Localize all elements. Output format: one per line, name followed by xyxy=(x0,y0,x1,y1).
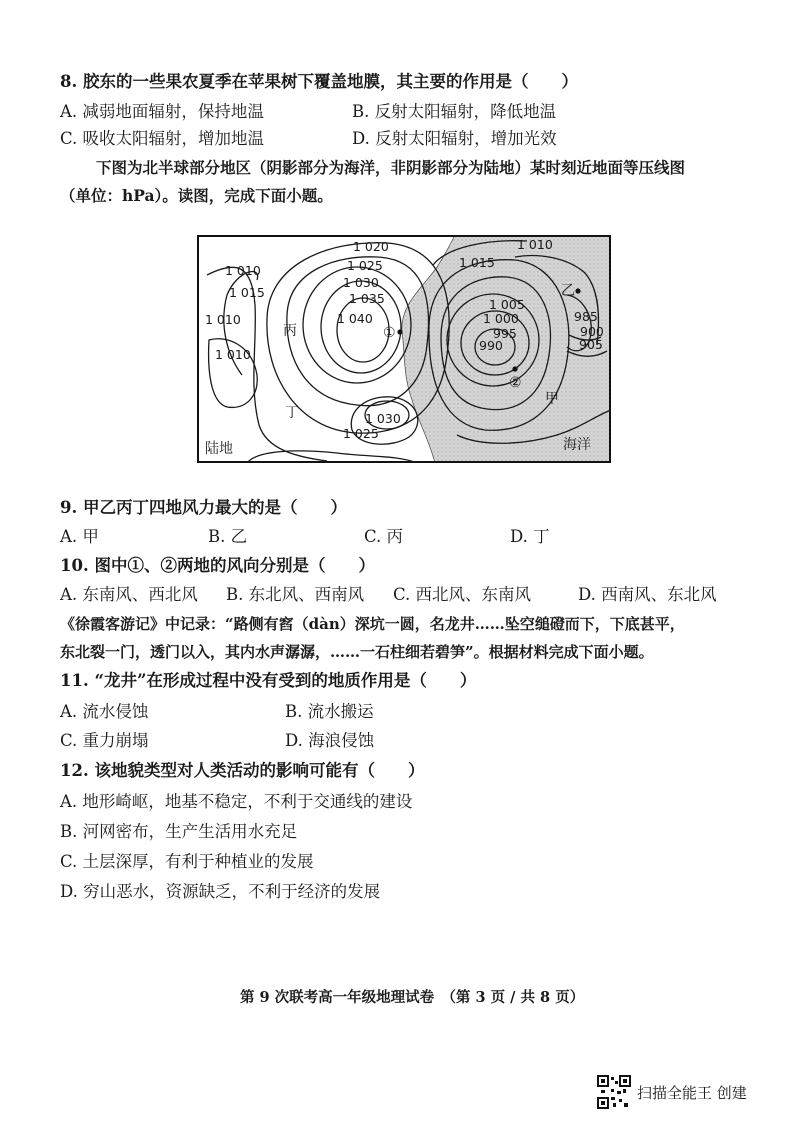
label-1030-small: 1 030 xyxy=(365,411,401,426)
scanner-watermark xyxy=(597,1075,747,1109)
q9-option-d: D. 丁 xyxy=(510,527,550,546)
q12-stem: 12. 该地貌类型对人类活动的影响可能有（ ） xyxy=(60,761,425,780)
qr-code-icon xyxy=(597,1075,631,1109)
q11-option-a: A. 流水侵蚀 xyxy=(60,702,149,721)
q10-option-b: B. 东北风、西南风 xyxy=(226,585,365,604)
label-1005: 1 005 xyxy=(489,297,525,312)
label-1010-east: 1 010 xyxy=(517,237,553,252)
q12-option-b: B. 河网密布，生产生活用水充足 xyxy=(60,822,298,841)
label-985: 985 xyxy=(574,309,598,324)
label-1000: 1 000 xyxy=(483,311,519,326)
q12-option-d: D. 穷山恶水，资源缺乏，不利于经济的发展 xyxy=(60,882,381,901)
q10-stem: 10. 图中①、②两地的风向分别是（ ） xyxy=(60,556,375,575)
label-900: 900 xyxy=(580,324,604,339)
label-990: 990 xyxy=(479,338,503,353)
label-1010-d: 1 010 xyxy=(215,347,251,362)
label-995: 995 xyxy=(493,326,517,341)
q11-option-d: D. 海浪侵蚀 xyxy=(285,731,375,750)
label-1010-a: 1 010 xyxy=(225,263,261,278)
q9-option-a: A. 甲 xyxy=(60,527,99,546)
q8-option-b: B. 反射太阳辐射，降低地温 xyxy=(352,102,557,121)
q10-option-a: A. 东南风、西北风 xyxy=(60,585,198,604)
label-1030: 1 030 xyxy=(343,275,379,290)
label-1010-c: 1 010 xyxy=(205,312,241,327)
place-jia: 甲 xyxy=(545,391,559,407)
point-yi-dot xyxy=(575,288,580,293)
isobar-1040 xyxy=(337,298,389,362)
q11-stem: 11. “龙井”在形成过程中没有受到的地质作用是（ ） xyxy=(60,671,477,690)
place-bing: 丙 xyxy=(283,323,297,339)
intro-map-line1: 下图为北半球部分地区（阴影部分为海洋，非阴影部分为陆地）某时刻近地面等压线图 xyxy=(96,158,686,177)
intro-xu-line1: 《徐霞客游记》中记录：“路侧有窞（dàn）深坑一圆，名龙井……坠空缒磴而下，下底甚平， xyxy=(60,615,685,633)
q9-stem: 9. 甲乙丙丁四地风力最大的是（ ） xyxy=(60,498,347,517)
q11-option-b: B. 流水搬运 xyxy=(285,702,374,721)
q9-option-b: B. 乙 xyxy=(208,527,248,546)
land-label: 陆地 xyxy=(205,441,233,457)
label-1035: 1 035 xyxy=(349,291,385,306)
q11-option-c: C. 重力崩塌 xyxy=(60,731,149,750)
scanner-text: 扫描全能王 创建 xyxy=(637,1083,747,1102)
point-1-dot xyxy=(397,329,402,334)
place-ding: 丁 xyxy=(285,405,299,421)
q9-option-c: C. 丙 xyxy=(364,527,404,546)
label-905: 905 xyxy=(579,337,603,352)
intro-map-line2: （单位：hPa）。读图，完成下面小题。 xyxy=(60,186,333,205)
label-1015-east: 1 015 xyxy=(459,255,495,270)
label-1040: 1 040 xyxy=(337,311,373,326)
place-yi: 乙 xyxy=(561,283,575,299)
ocean-label: 海洋 xyxy=(563,437,591,453)
q8-option-c: C. 吸收太阳辐射，增加地温 xyxy=(60,129,265,148)
point-1-label: ① xyxy=(383,325,396,341)
point-2-label: ② xyxy=(509,375,522,391)
label-1025: 1 025 xyxy=(347,258,383,273)
q10-option-c: C. 西北风、东南风 xyxy=(393,585,532,604)
point-2-dot xyxy=(512,366,517,371)
label-1020: 1 020 xyxy=(353,239,389,254)
page-footer: 第 9 次联考高一年级地理试卷 （第 3 页 / 共 8 页） xyxy=(240,989,585,1006)
isobar-1010-west xyxy=(207,267,327,461)
q8-option-a: A. 减弱地面辐射，保持地温 xyxy=(60,102,264,121)
q12-option-a: A. 地形崎岖，地基不稳定，不利于交通线的建设 xyxy=(60,792,413,811)
isobar-map-svg xyxy=(197,235,611,463)
q8-stem: 8. 胶东的一些果农夏季在苹果树下覆盖地膜，其主要的作用是（ ） xyxy=(60,72,578,91)
q10-option-d: D. 西南风、东北风 xyxy=(578,585,717,604)
q8-option-d: D. 反射太阳辐射，增加光效 xyxy=(352,129,557,148)
isobar-map xyxy=(197,235,611,463)
q12-option-c: C. 土层深厚，有利于种植业的发展 xyxy=(60,852,314,871)
intro-xu-line2: 东北裂一门，透门以入，其内水声潺潺，……一石柱细若碧笋”。根据材料完成下面小题。 xyxy=(60,643,654,661)
label-1015-b: 1 015 xyxy=(229,285,265,300)
label-1025-small: 1 025 xyxy=(343,426,379,441)
